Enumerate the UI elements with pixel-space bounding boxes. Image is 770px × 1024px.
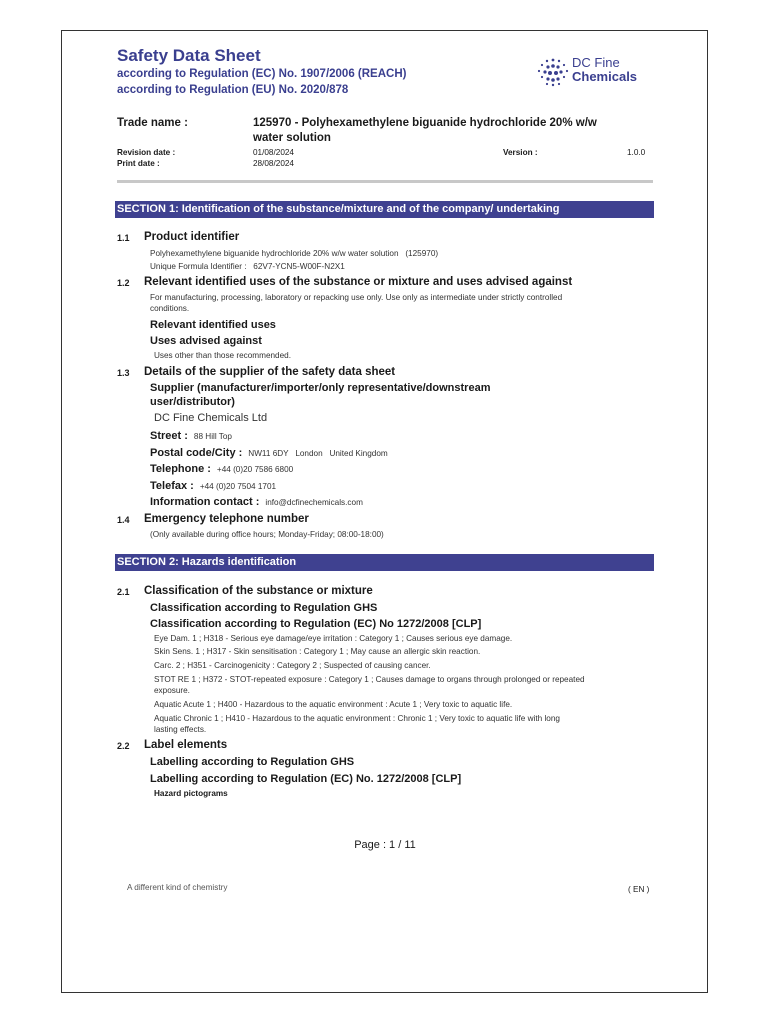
postal-row (150, 447, 388, 459)
street-row (150, 430, 232, 442)
trade-name-label: Trade name : (117, 117, 188, 129)
hazard-carc: Carc. 2 ; H351 - Carcinogenicity : Category 2 ; Suspected of causing cancer. (154, 661, 431, 670)
hazard-aquatic-chronic-line-2: lasting effects. (154, 725, 207, 734)
regulation-line-2: according to Regulation (EU) No. 2020/878 (117, 84, 349, 96)
s1-2-number: 1.2 (117, 278, 130, 288)
trade-name-line-1: 125970 - Polyhexamethylene biguanide hydrochloride 20% w/w (253, 117, 597, 129)
uses-line-1: For manufacturing, processing, laboratory or repacking use only. Use only as intermediate under strictly controlled (150, 293, 563, 302)
company-logo (536, 55, 646, 89)
logo-line-2: Chemicals (572, 69, 638, 84)
s1-4-title: Emergency telephone number (144, 513, 309, 525)
print-date-label: Print date : (117, 159, 160, 168)
version-value: 1.0.0 (627, 148, 646, 157)
version-label: Version : (503, 148, 538, 157)
logo-text (572, 56, 637, 84)
trade-name-line-2: water solution (253, 132, 331, 144)
s2-2-number: 2.2 (117, 741, 130, 751)
hazard-stot-line-1: STOT RE 1 ; H372 - STOT-repeated exposure : Category 1 ; Causes damage to organs through prolonged or repeated (154, 675, 585, 684)
postal-value: NW11 6DY London United Kingdom (248, 449, 388, 458)
hazard-stot-line-2: exposure. (154, 686, 190, 695)
telefax-value: +44 (0)20 7504 1701 (199, 482, 277, 491)
hazard-skin-sens: Skin Sens. 1 ; H317 - Skin sensitisation : Category 1 ; May cause an allergic skin reaction. (154, 647, 481, 656)
labelling-clp-heading: Labelling according to Regulation (EC) No. 1272/2008 [CLP] (150, 773, 462, 785)
labelling-ghs-heading: Labelling according to Regulation GHS (150, 756, 355, 768)
telephone-row (150, 463, 293, 475)
supplier-heading-line-2: user/distributor) (150, 396, 235, 408)
uses-advised-against-heading: Uses advised against (150, 335, 262, 347)
telephone-label: Telephone : (150, 463, 211, 475)
s1-1-title: Product identifier (144, 231, 240, 243)
s1-1-number: 1.1 (117, 233, 130, 243)
revision-date: 01/08/2024 (253, 148, 294, 157)
logo-dots-icon (536, 57, 570, 87)
s1-3-title: Details of the supplier of the safety data sheet (144, 366, 396, 378)
print-date: 28/08/2024 (253, 159, 294, 168)
info-contact-label: Information contact : (150, 496, 260, 508)
hazard-eye-dam: Eye Dam. 1 ; H318 - Serious eye damage/eye irritation : Category 1 ; Causes serious eye damage. (154, 634, 513, 643)
supplier-heading-line-1: Supplier (manufacturer/importer/only representative/downstream (150, 382, 491, 394)
header-divider (117, 180, 653, 183)
product-name: Polyhexamethylene biguanide hydrochloride 20% w/w water solution (125970) (150, 249, 439, 258)
s2-1-title: Classification of the substance or mixture (144, 585, 373, 597)
section-1-heading: SECTION 1: Identification of the substance/mixture and of the company/ undertaking (115, 201, 654, 218)
emergency-hours: (Only available during office hours; Monday-Friday; 08:00-18:00) (150, 530, 384, 539)
info-contact-email: info@dcfinechemicals.com (265, 498, 363, 507)
postal-label: Postal code/City : (150, 447, 243, 459)
company-name: DC Fine Chemicals Ltd (154, 412, 268, 424)
uses-advised-against-text: Uses other than those recommended. (154, 351, 291, 360)
s1-4-number: 1.4 (117, 515, 130, 525)
hazard-pictograms-heading: Hazard pictograms (154, 789, 228, 798)
footer-tagline: A different kind of chemistry (127, 883, 228, 892)
street-value: 88 Hill Top (193, 432, 232, 441)
logo-line-1: DC Fine (572, 55, 620, 70)
s1-2-title: Relevant identified uses of the substance or mixture and uses advised against (144, 276, 573, 288)
unique-formula-identifier: Unique Formula Identifier : 62V7-YCN5-W00F-N2X1 (150, 262, 345, 271)
language-indicator: ( EN ) (628, 885, 650, 894)
section-2-heading: SECTION 2: Hazards identification (115, 554, 654, 571)
street-label: Street : (150, 430, 188, 442)
revision-date-label: Revision date : (117, 148, 176, 157)
page-number: Page : 1 / 11 (354, 839, 416, 851)
classification-clp-heading: Classification according to Regulation (EC) No 1272/2008 [CLP] (150, 618, 482, 630)
uses-line-2: conditions. (150, 304, 190, 313)
regulation-line-1: according to Regulation (EC) No. 1907/2006 (REACH) (117, 68, 407, 80)
telefax-row (150, 480, 276, 492)
classification-ghs-heading: Classification according to Regulation GHS (150, 602, 378, 614)
s1-3-number: 1.3 (117, 368, 130, 378)
document-title: Safety Data Sheet (117, 46, 261, 65)
s2-2-title: Label elements (144, 739, 228, 751)
info-contact-row (150, 496, 363, 508)
hazard-aquatic-chronic-line-1: Aquatic Chronic 1 ; H410 - Hazardous to the aquatic environment : Chronic 1 ; Very toxic to aquatic life with long (154, 714, 560, 723)
hazard-aquatic-acute: Aquatic Acute 1 ; H400 - Hazardous to the aquatic environment : Acute 1 ; Very toxic to aquatic life. (154, 700, 513, 709)
s2-1-number: 2.1 (117, 587, 130, 597)
telefax-label: Telefax : (150, 480, 194, 492)
telephone-value: +44 (0)20 7586 6800 (216, 465, 294, 474)
relevant-uses-heading: Relevant identified uses (150, 319, 276, 331)
